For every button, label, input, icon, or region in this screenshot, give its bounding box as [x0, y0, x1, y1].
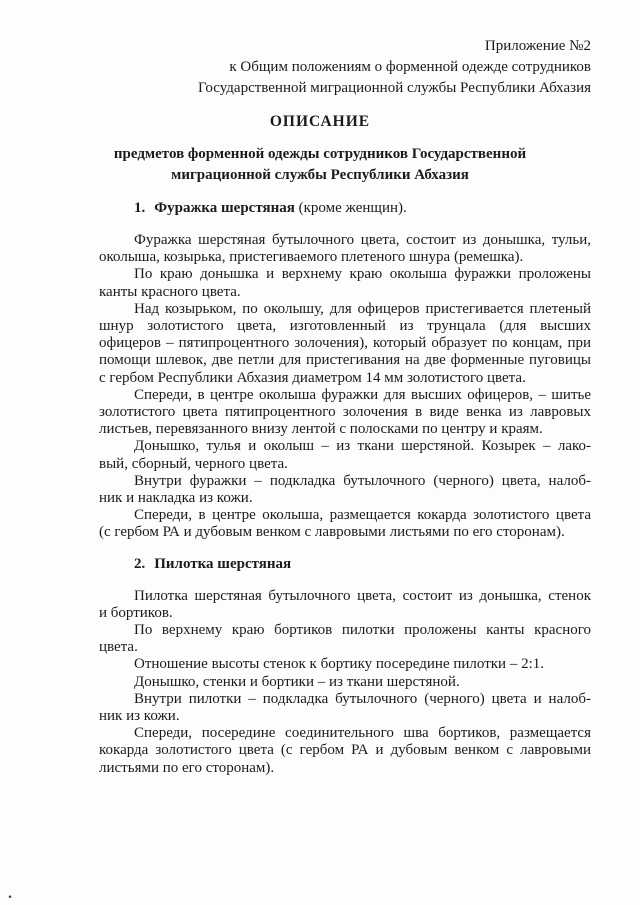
text-line: листьев, перевязанного внизу лентой с полосками по центру и краям. — [99, 421, 543, 438]
text-line: Над козырьком, по околышу, для офицеров пристегивается плетеный — [134, 300, 591, 317]
section-1-heading — [0, 198, 640, 219]
text-line: Государственной миграционной службы Республики Абхазия — [198, 80, 591, 96]
text-line: вый, сборный, черного цвета. — [99, 455, 288, 472]
text-line: Пилотка шерстяная бутылочного цвета, состоит из донышка, стенок — [134, 587, 591, 604]
paragraph — [0, 438, 640, 472]
text-line: Отношение высоты стенок к бортику посередине пилотки – 2:1. — [134, 656, 544, 673]
paragraph — [0, 588, 640, 622]
text-line: к Общим положениям о форменной одежде сотрудников — [229, 59, 591, 75]
paragraph — [0, 725, 640, 777]
text-line: канты красного цвета. — [99, 283, 241, 300]
text-line: и бортиков. — [99, 604, 173, 621]
section-2-heading — [0, 554, 640, 575]
text-line: Приложение №2 — [484, 38, 591, 54]
text-line: Донышко, стенки и бортики – из ткани шерстяной. — [134, 673, 460, 690]
paragraph — [0, 387, 640, 439]
paragraph — [0, 266, 640, 300]
text-line: предметов форменной одежды сотрудников Государственной — [113, 146, 527, 162]
paragraph — [0, 674, 640, 691]
text-line: золотистого цвета пятипроцентного золочения в виде венка из лавровых — [99, 404, 591, 421]
text-line: Внутри фуражки – подкладка бутылочного (черного) цвета, налоб- — [134, 472, 591, 489]
paragraph — [0, 622, 640, 656]
appendix-reference-block — [0, 36, 640, 99]
document-title: ОПИСАНИЕ — [269, 113, 371, 130]
section-1-title: Фуражка шерстяная — [154, 200, 295, 216]
text-line: Фуражка шерстяная бутылочного цвета, состоит из донышка, тульи, — [134, 232, 591, 248]
paragraph — [0, 232, 640, 266]
text-line: цвета. — [99, 639, 138, 656]
text-line: офицеров – пятипроцентного золочения), который образует по концам, при — [99, 335, 591, 352]
section-1-number: 1. — [134, 200, 146, 216]
paragraph — [0, 656, 640, 673]
text-line: Спереди, в центре околыша фуражки для высших офицеров, – шитье — [134, 386, 591, 403]
text-line: По верхнему краю бортиков пилотки проложены канты красного — [134, 622, 591, 639]
text-line: ник и накладка из кожи. — [99, 490, 253, 507]
document-subtitle — [0, 144, 640, 186]
text-line: околыша, козырька, пристегиваемого плетеного шнура (ремешка). — [99, 249, 524, 266]
paragraph — [0, 507, 640, 541]
text-line: помощи шлевок, две петли для пристегивания на две форменные пуговицы — [99, 352, 591, 369]
text-line: (с гербом РА и дубовым венком с лавровыми листьями по его сторонам). — [99, 524, 565, 541]
scan-artifact-dot: . — [8, 885, 12, 902]
text-line: ник из кожи. — [99, 708, 180, 725]
section-2-number: 2. — [134, 555, 146, 572]
section-1-title-suffix: (кроме женщин). — [294, 200, 407, 216]
text-line: листьями по его сторонам). — [99, 759, 275, 776]
text-line: По краю донышка и верхнему краю околыша фуражки проложены — [134, 266, 591, 283]
text-line: Донышко, тулья и околыш – из ткани шерстяной. Козырек – лако- — [134, 438, 591, 455]
section-2-title: Пилотка шерстяная — [154, 555, 292, 572]
text-line: миграционной службы Республики Абхазия — [171, 167, 469, 183]
text-line: кокарда золотистого цвета (с гербом РА и дубовым венком с лавровыми — [99, 742, 591, 759]
text-line: Спереди, посередине соединительного шва бортиков, размещается — [134, 725, 591, 742]
text-line: шнур золотистого цвета, изготовленный из трунцала (для высших — [99, 318, 591, 335]
text-line: с гербом Республики Абхазия диаметром 14 мм золотистого цвета. — [99, 369, 526, 386]
paragraph — [0, 473, 640, 507]
paragraph — [0, 691, 640, 725]
text-line: Спереди, в центре околыша, размещается кокарда золотистого цвета — [134, 507, 591, 524]
text-line: Внутри пилотки – подкладка бутылочного (черного) цвета и налоб- — [134, 690, 591, 707]
paragraph — [0, 301, 640, 387]
